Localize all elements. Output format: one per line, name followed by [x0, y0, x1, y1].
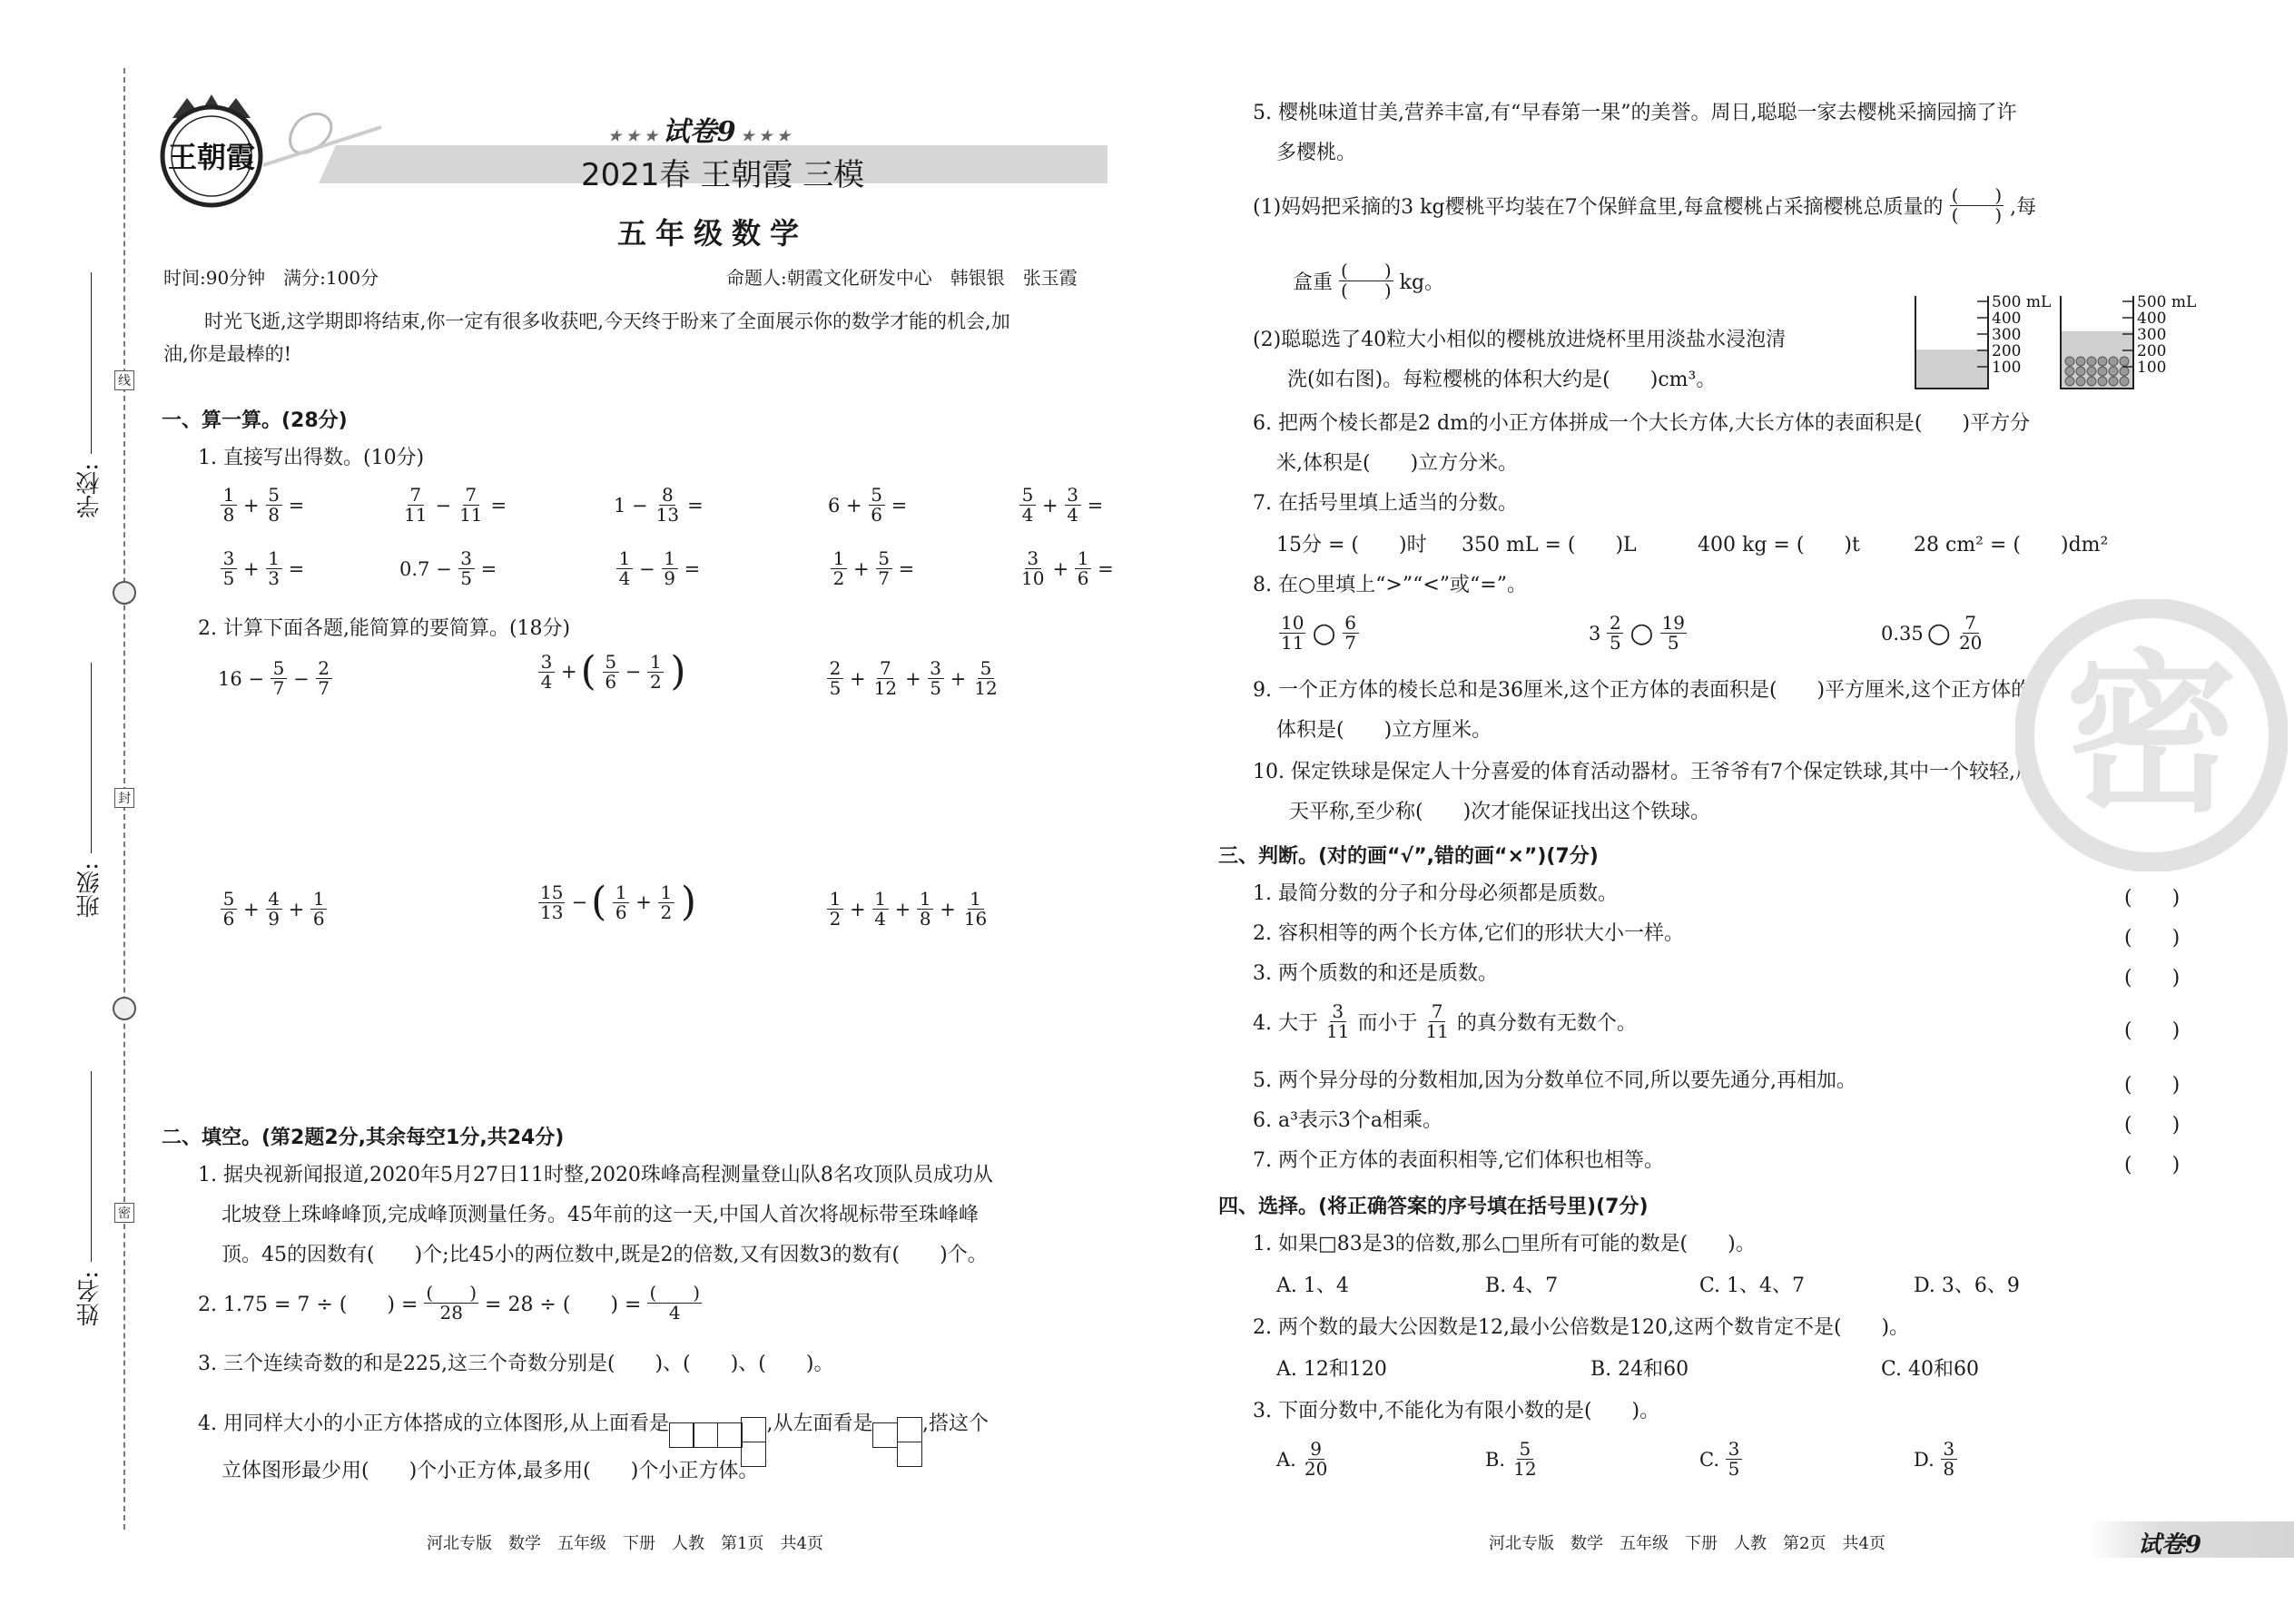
- judge-item: 3. 两个质数的和还是质数。: [1253, 962, 1498, 985]
- cherry: [2076, 367, 2085, 376]
- answer-paren[interactable]: ( ): [2124, 1114, 2181, 1137]
- s2-q7-item: 400 kg = ( )t: [1698, 534, 1860, 556]
- name-field[interactable]: 姓名:: [73, 1071, 109, 1343]
- cherry: [2098, 377, 2107, 386]
- s2-q8: 8. 在○里填上“>”“<”或“=”。: [1253, 574, 1527, 596]
- s2-q5-2: 洗(如右图)。每粒樱桃的体积大约是( )cm³。: [1287, 369, 1717, 391]
- cherry: [2087, 377, 2096, 386]
- beaker-tick-label: 300: [2137, 326, 2167, 344]
- beaker-tick-label: 100: [1992, 359, 2022, 377]
- choice-q3: 3. 下面分数中,不能化为有限小数的是( )。: [1253, 1400, 1660, 1422]
- s1-q2-title: 2. 计算下面各题,能简算的要简算。(18分): [198, 617, 571, 640]
- s2-q1: 顶。45的因数有( )个;比45小的两位数中,既是2的倍数,又有因数3的数有( )个。: [222, 1244, 988, 1266]
- choice-option[interactable]: B. 24和60: [1590, 1358, 1689, 1381]
- cherry: [2087, 357, 2096, 366]
- tag-line: 线: [114, 370, 134, 390]
- cherry: [2076, 377, 2085, 386]
- star-icon: ★ ★ ★: [735, 127, 791, 144]
- judge-item: 6. a³表示3个a相乘。: [1253, 1109, 1443, 1132]
- s2-q9: 体积是( )立方厘米。: [1276, 719, 1492, 742]
- calc-item: 0.7 − $\frac{3}{5}$ =: [399, 547, 497, 589]
- calc-item: $\frac{3}{10}$ + $\frac{1}{6}$ =: [1021, 547, 1114, 589]
- s2-q5: 多樱桃。: [1276, 142, 1357, 164]
- tag-seal: 封: [114, 788, 134, 808]
- circle-blank: ○: [1926, 617, 1951, 649]
- s2-q5-1: (1)妈妈把采摘的3 kg樱桃平均装在7个保鲜盒里,每盒樱桃占采摘樱桃总质量的 $\frac{( )}{( )}$ ,每: [1253, 184, 2037, 226]
- binding-hole: [113, 997, 136, 1020]
- s1-q1-title: 1. 直接写出得数。(10分): [198, 447, 425, 469]
- footer-left: 河北专版 数学 五年级 下册 人教 第1页 共4页: [427, 1534, 823, 1553]
- beaker-tick-label: 200: [2137, 342, 2167, 360]
- s2-q1: 北坡登上珠峰峰顶,完成峰顶测量任务。45年前的这一天,中国人首次将觇标带至珠峰峰: [222, 1204, 979, 1226]
- cherry: [2087, 367, 2096, 376]
- section-3-title: 三、判断。(对的画“√”,错的画“×”)(7分): [1218, 845, 1599, 868]
- s2-q10: 10. 保定铁球是保定人十分喜爱的体育活动器材。王爷爷有7个保定铁球,其中一个较轻,用: [1253, 761, 2035, 783]
- circle-blank: ○: [1312, 617, 1336, 649]
- choice-option[interactable]: B. $\frac{5}{12}$: [1485, 1438, 1537, 1480]
- s2-q5: 5. 樱桃味道甘美,营养丰富,有“早春第一果”的美誉。周日,聪聪一家去樱桃采摘园摘了许: [1253, 102, 2017, 124]
- publisher-logo: [153, 91, 271, 209]
- judge-item: 4. 大于 $\frac{3}{11}$ 而小于 $\frac{7}{11}$ 的真分数有无数个。: [1253, 1000, 1637, 1042]
- beaker-figure: [1914, 289, 2213, 398]
- subject-title: 五年级数学: [617, 216, 809, 251]
- answer-paren[interactable]: ( ): [2124, 1019, 2181, 1042]
- s2-q5-1: 盒重 $\frac{( )}{( )}$ kg。: [1293, 260, 1445, 301]
- cherry: [2065, 377, 2074, 386]
- choice-option[interactable]: C. 1、4、7: [1699, 1275, 1806, 1297]
- s2-q4: 4. 用同样大小的小正方体搭成的立体图形,从上面看是 ,从左面看是 ,搭这个: [198, 1412, 989, 1467]
- choice-q2: 2. 两个数的最大公因数是12,最小公倍数是120,这两个数肯定不是( )。: [1253, 1316, 1910, 1339]
- calc-item: 6 + $\frac{5}{6}$ =: [828, 484, 908, 526]
- choice-option[interactable]: B. 4、7: [1485, 1275, 1559, 1297]
- choice-option[interactable]: D. 3、6、9: [1914, 1275, 2020, 1297]
- cherry: [2109, 377, 2118, 386]
- choice-option[interactable]: D. $\frac{3}{8}$: [1914, 1440, 1960, 1479]
- answer-paren[interactable]: ( ): [2124, 967, 2181, 989]
- cherry: [2098, 357, 2107, 366]
- answer-paren[interactable]: ( ): [2124, 927, 2181, 950]
- calc-item: $\frac{5}{6}$ + $\frac{4}{9}$ + $\frac{1}{6}$: [218, 890, 330, 929]
- s2-q6: 米,体积是( )立方分米。: [1276, 452, 1519, 475]
- time-info: 时间:90分钟 满分:100分: [163, 267, 379, 289]
- choice-option[interactable]: A. $\frac{9}{20}$: [1276, 1438, 1328, 1480]
- footer-tab: 试卷9: [2088, 1521, 2294, 1558]
- compare-item: 3 $\frac{2}{5}$ ○ $\frac{19}{5}$: [1589, 612, 1686, 654]
- s2-q7: 7. 在括号里填上适当的分数。: [1253, 492, 1518, 515]
- beaker-before: [1915, 293, 2051, 389]
- binding-hole: [113, 581, 136, 605]
- calc-item: $\frac{1}{8}$ + $\frac{5}{8}$ =: [218, 486, 304, 525]
- s2-q5-2: (2)聪聪选了40粒大小相似的樱桃放进烧杯里用淡盐水浸泡清: [1253, 329, 1787, 351]
- calc-item: 1 − $\frac{8}{13}$ =: [614, 484, 704, 526]
- cherry: [2120, 357, 2129, 366]
- calc-item: $\frac{1}{4}$ − $\frac{1}{9}$ =: [614, 549, 700, 588]
- beaker-tick-label: 400: [1992, 310, 2022, 328]
- s2-q2: 2. 1.75 = 7 ÷ ( ) = $\frac{( )}{28}$ = 28 ÷ ( ) = $\frac{( )}{4}$: [198, 1282, 701, 1324]
- cherry: [2065, 357, 2074, 366]
- circle-blank: ○: [1629, 617, 1654, 649]
- cherry: [2076, 357, 2085, 366]
- intro-line-1: 时光飞逝,这学期即将结束,你一定有很多收获吧,今天终于盼来了全面展示你的数学才能的机会,加: [204, 310, 1010, 332]
- svg-text:密: 密: [2064, 635, 2239, 835]
- paper-label: ★ ★ ★ 试卷9 ★ ★ ★: [608, 116, 791, 148]
- calc-item: $\frac{5}{4}$ + $\frac{3}{4}$ =: [1017, 486, 1103, 525]
- intro-line-2: 油,你是最棒的!: [163, 343, 292, 365]
- class-field[interactable]: 班级:: [73, 663, 109, 935]
- cherry: [2065, 367, 2074, 376]
- left-view-figure: [872, 1422, 922, 1467]
- s2-q7-item: 350 mL = ( )L: [1462, 534, 1637, 556]
- calc-item: $\frac{3}{4}$ + ( $\frac{5}{6}$ − $\frac{1}{2}$ ): [536, 652, 686, 692]
- judge-item: 7. 两个正方体的表面积相等,它们体积也相等。: [1253, 1149, 1664, 1172]
- choice-option[interactable]: A. 12和120: [1276, 1358, 1387, 1381]
- cherry: [2109, 367, 2118, 376]
- cherry: [2120, 367, 2129, 376]
- choice-option[interactable]: C. 40和60: [1881, 1358, 1980, 1381]
- exam-title: 2021春 王朝霞 三模: [581, 157, 865, 193]
- answer-paren[interactable]: ( ): [2124, 1074, 2181, 1097]
- section-1-title: 一、算一算。(28分): [162, 409, 348, 432]
- beaker-tick-label: 500 mL: [2137, 293, 2197, 311]
- s2-q9: 9. 一个正方体的棱长总和是36厘米,这个正方体的表面积是( )平方厘米,这个正方体的: [1253, 679, 2032, 702]
- compare-item: 0.35 ○ $\frac{7}{20}$: [1881, 612, 1983, 654]
- s2-q3: 3. 三个连续奇数的和是225,这三个奇数分别是( )、( )、( )。: [198, 1353, 834, 1375]
- answer-paren[interactable]: ( ): [2124, 887, 2181, 910]
- calc-item: $\frac{7}{11}$ − $\frac{7}{11}$ =: [404, 484, 507, 526]
- cherry: [2109, 357, 2118, 366]
- school-field[interactable]: 学校:: [73, 272, 109, 536]
- choice-q1: 1. 如果□83是3的倍数,那么□里所有可能的数是( )。: [1253, 1233, 1756, 1255]
- beaker-tick-label: 300: [1992, 326, 2022, 344]
- footer-right: 河北专版 数学 五年级 下册 人教 第2页 共4页: [1489, 1534, 1885, 1553]
- judge-item: 2. 容积相等的两个长方体,它们的形状大小一样。: [1253, 922, 1684, 945]
- calc-item: $\frac{1}{2}$ + $\frac{5}{7}$ =: [828, 549, 914, 588]
- cherry: [2098, 367, 2107, 376]
- beaker-tick-label: 500 mL: [1992, 293, 2052, 311]
- calc-item: $\frac{1}{2}$ + $\frac{1}{4}$ + $\frac{1}{8}$ + $\frac{1}{16}$: [824, 890, 991, 929]
- s2-q6: 6. 把两个棱长都是2 dm的小正方体拼成一个大长方体,大长方体的表面积是( )平方分: [1253, 412, 2031, 435]
- s2-q10: 天平称,至少称( )次才能保证找出这个铁球。: [1289, 801, 1711, 823]
- calc-item: $\frac{15}{13}$ − ( $\frac{1}{6}$ + $\frac{1}{2}$ ): [540, 879, 697, 925]
- calc-item: 16 − $\frac{5}{7}$ − $\frac{2}{7}$: [218, 659, 335, 698]
- star-icon: ★ ★ ★: [608, 127, 663, 144]
- s2-q4: 立体图形最少用( )个小正方体,最多用( )个小正方体。: [222, 1460, 759, 1482]
- beaker-tick-label: 100: [2137, 359, 2167, 377]
- choice-option[interactable]: A. 1、4: [1276, 1275, 1349, 1297]
- liquid: [1916, 349, 1987, 388]
- section-4-title: 四、选择。(将正确答案的序号填在括号里)(7分): [1218, 1196, 1649, 1218]
- judge-item: 1. 最简分数的分子和分母必须都是质数。: [1253, 882, 1618, 905]
- judge-item: 5. 两个异分母的分数相加,因为分数单位不同,所以要先通分,再相加。: [1253, 1069, 1856, 1092]
- calc-item: $\frac{2}{5}$ + $\frac{7}{12}$ + $\frac{3}{5}$ + $\frac{5}{12}$: [824, 659, 1002, 698]
- answer-paren[interactable]: ( ): [2124, 1154, 2181, 1176]
- s2-q7-item: 15分 = ( )时: [1276, 534, 1427, 556]
- logo-text: 王朝霞: [167, 140, 256, 174]
- calc-item: $\frac{3}{5}$ + $\frac{1}{3}$ =: [218, 549, 304, 588]
- tag-close: 密: [114, 1203, 134, 1223]
- cherry: [2120, 377, 2129, 386]
- authors: 命题人:朝霞文化研发中心 韩银银 张玉霞: [726, 267, 1078, 289]
- s2-q1: 1. 据央视新闻报道,2020年5月27日11时整,2020珠峰高程测量登山队8名攻顶队员成功从: [198, 1164, 993, 1186]
- seal-watermark: [2015, 599, 2288, 871]
- beaker-tick-label: 200: [1992, 342, 2022, 360]
- beaker-after: [2061, 293, 2196, 389]
- compare-item: $\frac{10}{11}$ ○ $\frac{6}{7}$: [1276, 614, 1362, 653]
- section-2-title: 二、填空。(第2题2分,其余每空1分,共24分): [162, 1127, 565, 1149]
- s2-q7-item: 28 cm² = ( )dm²: [1914, 534, 2109, 556]
- choice-option[interactable]: C. $\frac{3}{5}$: [1699, 1440, 1745, 1479]
- beaker-tick-label: 400: [2137, 310, 2167, 328]
